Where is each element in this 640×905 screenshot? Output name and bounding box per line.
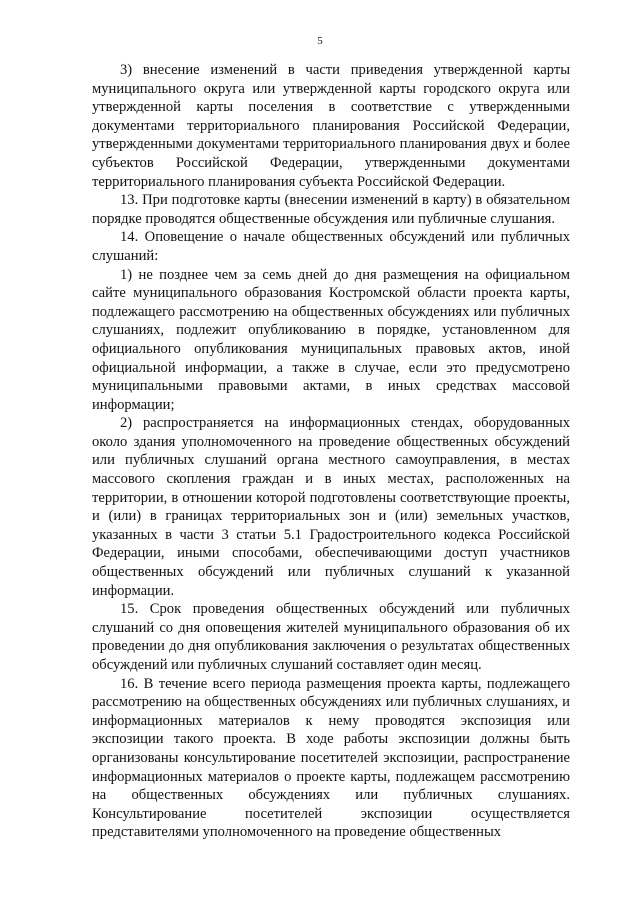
paragraph-item-3: 3) внесение изменений в части приведения утвержденной карты муниципального округа или утвержденной карты городского округа или утвержденной карты поселения в соответствие с утвержденными документами территориального планирования Российской Федерации, утвержденными документами территориального планирования двух и более субъектов Российской Федерации, утвержденными документами территориального планирования субъекта Российской Федерации. [92, 62, 570, 190]
paragraph-14-item-1: 1) не позднее чем за семь дней до дня размещения на официальном сайте муниципального образования Костромской области проекта карты, подлежащего рассмотрению на общественных обсуждениях или публичных слушаниях, подлежит опубликованию в порядке, установленном для официального опубликования муниципальных правовых актов, иной официальной информации, а также в случае, если это предусмотрено муниципальными правовыми актами, в иных средствах массовой информации; [92, 266, 570, 413]
paragraph-14-item-2: 2) распространяется на информационных стендах, оборудованных около здания уполномоченного на проведение общественных обсуждений или публичных слушаний органа местного самоуправления, в местах массового скопления граждан и в иных местах, расположенных на территории, в отношении которой подготовлены соответствующие проекты, и (или) в границах территориальных зон и (или) земельных участков, указанных в части 3 статьи 5.1 Градостроительного кодекса Российской Федерации, иными способами, обеспечивающими доступ участников общественных обсуждений или публичных слушаний к указанной информации. [92, 415, 570, 599]
document-body [92, 61, 570, 842]
paragraph-16: 16. В течение всего периода размещения проекта карты, подлежащего рассмотрению на общественных обсуждениях или публичных слушаниях, и информационных материалов к нему проводятся экспозиция или экспозиции такого проекта. В ходе работы экспозиции должны быть организованы консультирование посетителей экспозиции, распространение информационных материалов о проекте карты, подлежащем рассмотрению на общественных обсуждениях или публичных слушаниях. Консультирование посетителей экспозиции осуществляется представителями уполномоченного на проведение общественных [92, 675, 570, 841]
page-number: 5 [317, 35, 323, 47]
paragraph-14: 14. Оповещение о начале общественных обсуждений или публичных слушаний: [92, 229, 570, 264]
paragraph-15: 15. Срок проведения общественных обсуждений или публичных слушаний со дня оповещения жителей муниципального образования об их проведении до дня опубликования заключения о результатах общественных обсуждений или публичных слушаний составляет один месяц. [92, 601, 570, 673]
paragraph-13: 13. При подготовке карты (внесении изменений в карту) в обязательном порядке проводятся общественные обсуждения или публичные слушания. [92, 192, 570, 227]
